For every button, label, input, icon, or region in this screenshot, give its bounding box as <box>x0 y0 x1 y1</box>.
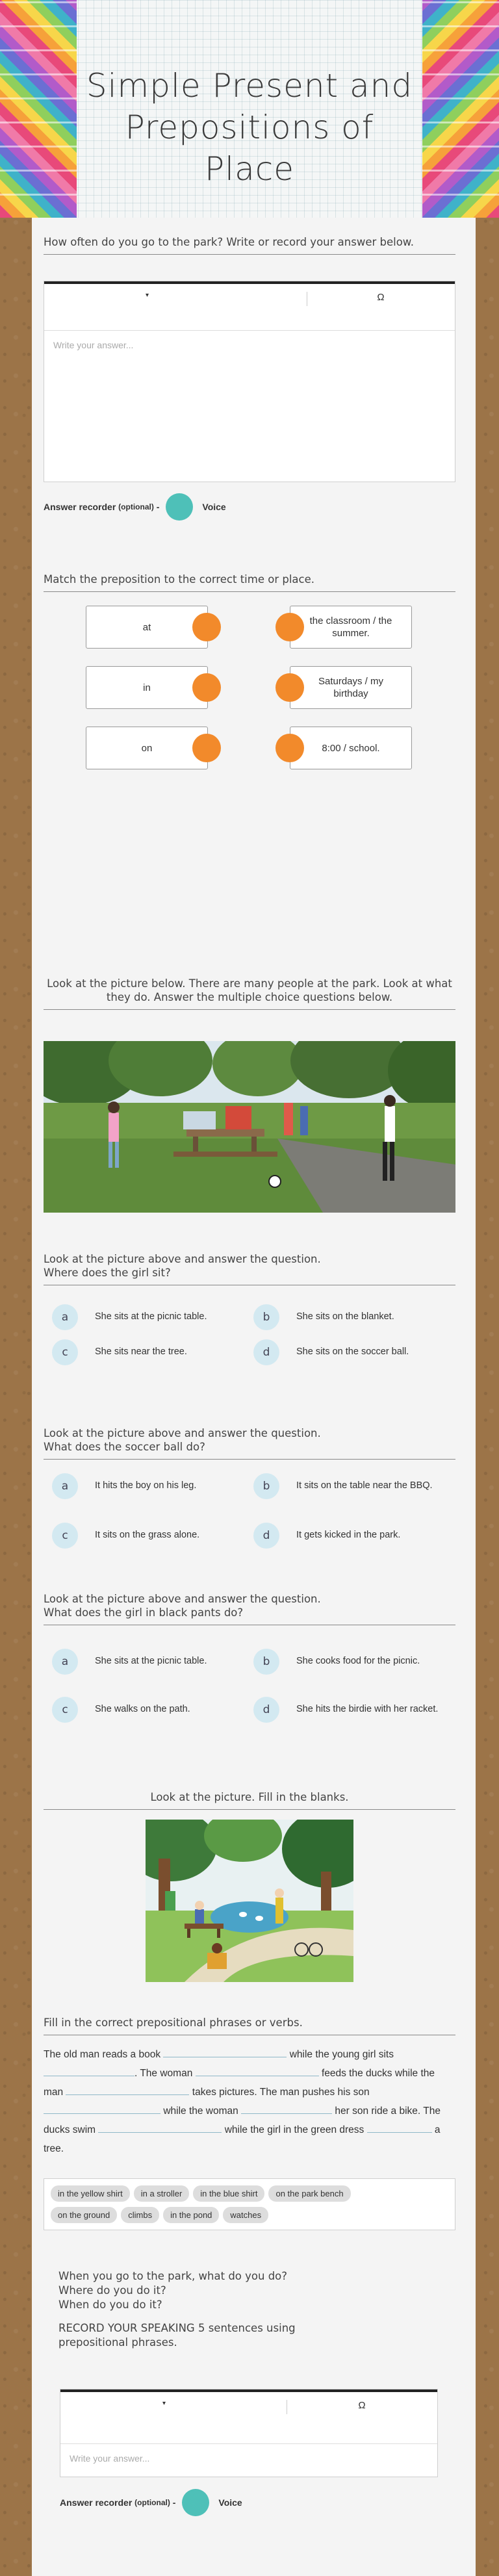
word-chip[interactable]: in the yellow shirt <box>51 2185 130 2202</box>
mc3-option-d[interactable] <box>253 1703 455 1723</box>
fill-blank-7[interactable] <box>98 2121 222 2133</box>
mc2-prompt-line2: What does the soccer ball do? <box>44 1441 205 1453</box>
option-text: It gets kicked in the park. <box>296 1530 401 1540</box>
title-line-1: Simple Present and <box>86 67 413 105</box>
q2-section <box>44 573 455 592</box>
word-chip[interactable]: climbs <box>121 2207 159 2223</box>
match-right-label: Saturdays / my birthday <box>318 676 384 699</box>
q1-answer-box[interactable] <box>44 281 455 482</box>
match-connector-left-1[interactable] <box>192 613 221 641</box>
option-letter-badge: c <box>52 1697 78 1723</box>
fill-text-segment: while the girl in the green dress <box>224 2124 365 2135</box>
word-chip[interactable]: in the pond <box>163 2207 219 2223</box>
option-letter-badge: d <box>253 1697 279 1723</box>
match-left-on[interactable] <box>86 727 208 769</box>
fill-blank-5[interactable] <box>44 2102 160 2114</box>
q5-prompt <box>58 2269 448 2350</box>
q5-line-4: RECORD YOUR SPEAKING 5 sentences using <box>58 2322 296 2334</box>
page-title <box>77 65 422 190</box>
match-left-label: in <box>143 682 151 693</box>
fill-text-segment: while the woman <box>163 2106 238 2117</box>
q5-answer-recorder <box>60 2489 242 2516</box>
q5-line-5: prepositional phrases. <box>58 2336 177 2349</box>
q3-prompt: Look at the picture below. There are many people at the park. Look at what they do. Answer the multiple choice questions below. <box>44 977 455 1010</box>
option-text: She hits the birdie with her racket. <box>296 1704 439 1714</box>
match-left-at[interactable] <box>86 606 208 649</box>
match-left-label: at <box>142 621 151 633</box>
mc2-prompt <box>44 1426 455 1460</box>
option-letter-badge: c <box>52 1339 78 1365</box>
mc2-section <box>44 1426 455 1460</box>
fill-paragraph <box>44 2045 455 2158</box>
recorder-dash: - <box>156 502 160 512</box>
mc2-prompt-line1: Look at the picture above and answer the question. <box>44 1427 321 1439</box>
recorder-optional: (optional) <box>118 502 154 511</box>
option-text: She walks on the path. <box>95 1704 190 1714</box>
mc1-section <box>44 1252 455 1285</box>
match-connector-right-1[interactable] <box>275 613 304 641</box>
recorder-dash: - <box>172 2497 176 2508</box>
q1-prompt: How often do you go to the park? Write or record your answer below. <box>44 235 455 255</box>
voice-label: Voice <box>218 2497 242 2508</box>
option-letter-badge: b <box>253 1649 279 1675</box>
option-text: She sits on the soccer ball. <box>296 1346 409 1357</box>
fill-blank-8[interactable] <box>367 2121 432 2133</box>
option-text: She sits on the blanket. <box>296 1311 394 1322</box>
mc3-prompt <box>44 1592 455 1625</box>
mc1-prompt-line2: Where does the girl sit? <box>44 1267 171 1279</box>
q3-section <box>44 977 455 1010</box>
match-right-1[interactable] <box>290 606 412 649</box>
option-text: She sits near the tree. <box>95 1346 187 1357</box>
mc3-option-a[interactable] <box>52 1655 240 1675</box>
fill-text-segment: feeds the ducks while the man <box>44 2068 435 2098</box>
caret-down-icon[interactable]: ▾ <box>146 292 149 299</box>
mc3-prompt-line1: Look at the picture above and answer the question. <box>44 1593 321 1605</box>
q2-prompt: Match the preposition to the correct time or place. <box>44 573 455 592</box>
fill-blank-6[interactable] <box>241 2102 332 2114</box>
q1-answer-input[interactable]: Write your answer... <box>53 340 134 350</box>
voice-record-button[interactable] <box>166 493 193 521</box>
special-character-icon[interactable]: Ω <box>358 2400 366 2411</box>
word-chip[interactable]: on the ground <box>51 2207 117 2223</box>
recorder-label: Answer recorder <box>60 2497 133 2508</box>
option-text: She sits at the picnic table. <box>95 1656 207 1666</box>
fill-text-segment: takes pictures. The man pushes his son <box>192 2087 370 2098</box>
q5-line-1: When you go to the park, what do you do? <box>58 2270 288 2282</box>
mc1-option-d[interactable] <box>253 1346 455 1365</box>
fill-text-segment: her son ride a bike. The ducks swim <box>44 2106 441 2135</box>
fill-section <box>44 2016 455 2035</box>
option-letter-badge: a <box>52 1473 78 1499</box>
fill-text-segment: The old man reads a book <box>44 2049 161 2060</box>
fill-text-segment: . The woman <box>134 2068 193 2079</box>
q5-answer-input[interactable]: Write your answer... <box>70 2453 150 2464</box>
option-letter-badge: b <box>253 1304 279 1330</box>
q4-prompt: Look at the picture. Fill in the blanks. <box>44 1790 455 1810</box>
recorder-optional: (optional) <box>134 2498 170 2507</box>
q5-answer-box[interactable] <box>60 2389 438 2477</box>
caret-down-icon[interactable]: ▾ <box>162 2400 166 2407</box>
mc2-option-d[interactable] <box>253 1529 455 1549</box>
mc2-option-a[interactable] <box>52 1480 240 1499</box>
word-chip[interactable]: watches <box>223 2207 268 2223</box>
option-text: She cooks food for the picnic. <box>296 1656 420 1666</box>
option-text: It sits on the grass alone. <box>95 1530 200 1540</box>
special-character-icon[interactable]: Ω <box>377 292 385 303</box>
recorder-label: Answer recorder <box>44 502 116 512</box>
match-right-label: 8:00 / school. <box>322 742 380 754</box>
q1-editor-toolbar <box>44 281 455 331</box>
mc3-option-b[interactable] <box>253 1655 455 1675</box>
mc2-option-b[interactable] <box>253 1480 455 1499</box>
voice-label: Voice <box>202 502 226 512</box>
match-left-in[interactable] <box>86 666 208 709</box>
option-letter-badge: a <box>52 1649 78 1675</box>
q4-section <box>44 1790 455 1810</box>
fill-blank-1[interactable] <box>163 2046 287 2057</box>
match-connector-right-2[interactable] <box>275 673 304 702</box>
mc3-option-c[interactable] <box>52 1703 240 1723</box>
fill-blank-4[interactable] <box>66 2083 189 2095</box>
option-letter-badge: b <box>253 1473 279 1499</box>
match-right-label: the classroom / the summer. <box>309 615 392 639</box>
q5-line-2: Where do you do it? <box>58 2284 166 2297</box>
option-letter-badge: c <box>52 1523 78 1549</box>
match-connector-left-3[interactable] <box>192 734 221 762</box>
fill-text-segment: a tree. <box>44 2124 441 2154</box>
mc1-option-c[interactable] <box>52 1346 240 1365</box>
chevron-pattern-right <box>422 0 499 218</box>
word-bank <box>44 2178 455 2230</box>
q1-answer-recorder <box>44 493 226 521</box>
word-chip[interactable]: in the blue shirt <box>193 2185 264 2202</box>
option-text: She sits at the picnic table. <box>95 1311 207 1322</box>
mc3-section <box>44 1592 455 1625</box>
voice-record-button[interactable] <box>182 2489 209 2516</box>
q5-line-3: When do you do it? <box>58 2299 162 2311</box>
title-line-2: Prepositions of Place <box>125 109 374 188</box>
q1-section <box>44 235 455 255</box>
match-connector-right-3[interactable] <box>275 734 304 762</box>
mc1-prompt-line1: Look at the picture above and answer the question. <box>44 1253 321 1265</box>
match-right-3[interactable] <box>290 727 412 769</box>
mc1-prompt <box>44 1252 455 1285</box>
fill-prompt: Fill in the correct prepositional phrases or verbs. <box>44 2016 455 2035</box>
mc1-option-a[interactable] <box>52 1311 240 1330</box>
park-illustration <box>146 1820 353 1982</box>
match-right-2[interactable] <box>290 666 412 709</box>
option-text: It sits on the table near the BBQ. <box>296 1480 433 1491</box>
mc2-option-c[interactable] <box>52 1529 240 1549</box>
match-connector-left-2[interactable] <box>192 673 221 702</box>
mc3-prompt-line2: What does the girl in black pants do? <box>44 1606 244 1619</box>
word-chip[interactable]: on the park bench <box>268 2185 350 2202</box>
option-letter-badge: d <box>253 1523 279 1549</box>
park-photo <box>44 1041 455 1213</box>
chevron-pattern-left <box>0 0 77 218</box>
fill-blank-2[interactable] <box>44 2065 134 2076</box>
option-letter-badge: a <box>52 1304 78 1330</box>
word-chip[interactable]: in a stroller <box>134 2185 190 2202</box>
header-banner <box>0 0 499 218</box>
option-letter-badge: d <box>253 1339 279 1365</box>
option-text: It hits the boy on his leg. <box>95 1480 197 1491</box>
q5-editor-toolbar <box>60 2389 437 2444</box>
fill-blank-3[interactable] <box>196 2065 319 2076</box>
fill-text-segment: while the young girl sits <box>289 2049 394 2060</box>
mc1-option-b[interactable] <box>253 1311 455 1330</box>
match-left-label: on <box>141 742 153 754</box>
